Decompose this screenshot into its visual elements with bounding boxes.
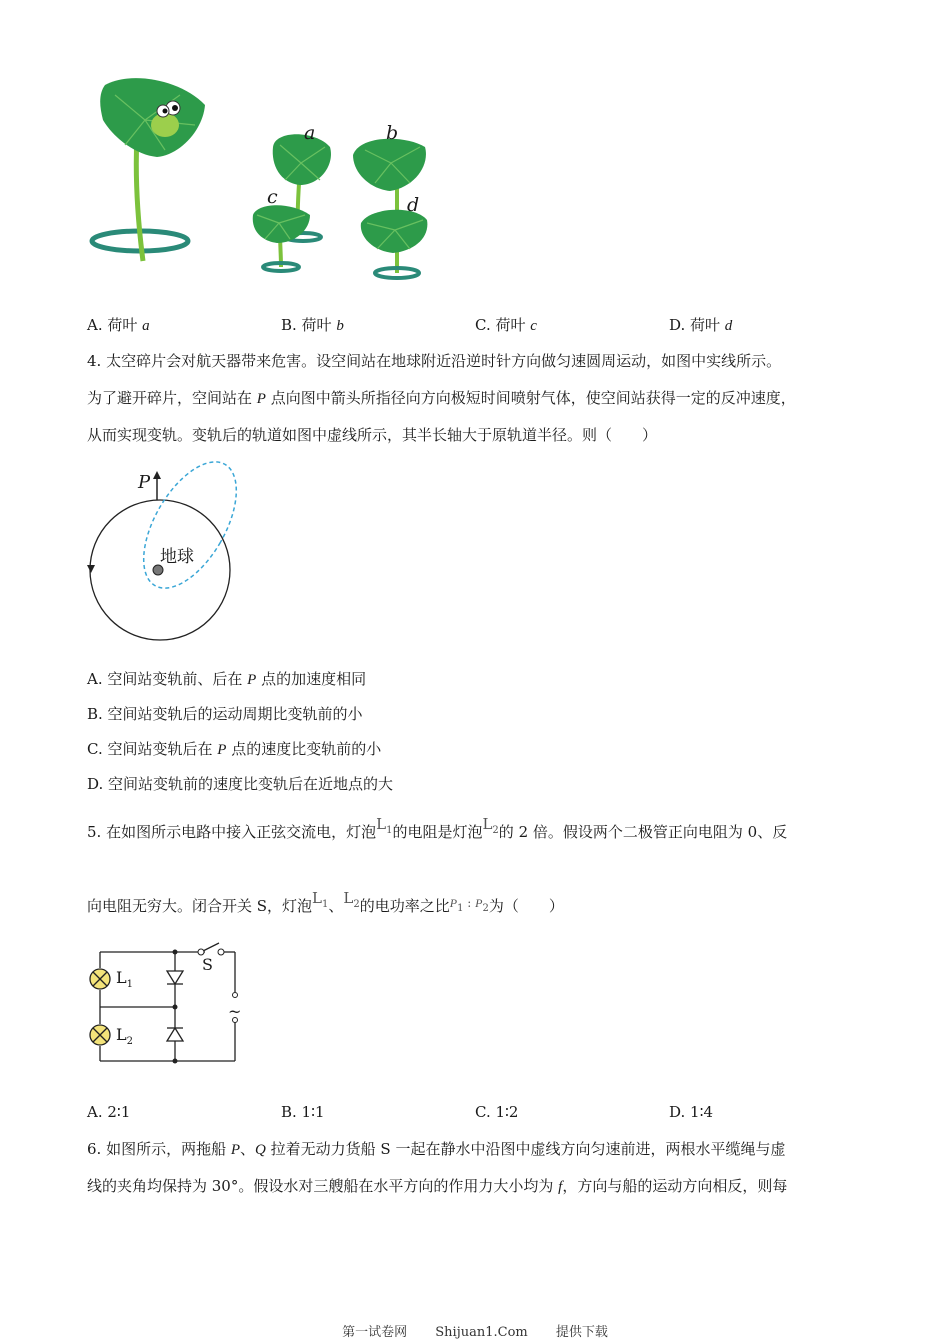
page-footer [0,1325,950,1341]
orbit-label-earth: 地球 [160,547,194,567]
circuit-label-l1: $L_1$ [116,968,133,990]
q4-option-a[interactable]: A. 空间站变轨前、后在 P 点的加速度相同 [87,670,367,688]
orbit-direction-arrow [87,565,95,573]
leaf-label-d: d [407,194,420,216]
q3-option-b[interactable]: B. 荷叶 b [281,316,344,334]
lotus-figure [85,75,435,285]
circuit-label-ac: ~ [228,1002,242,1021]
q4-option-d[interactable]: D. 空间站变轨前的速度比变轨后在近地点的大 [87,775,394,793]
lamp-l2 [90,1025,110,1045]
lamp-l1 [90,969,110,989]
q4-option-c[interactable]: C. 空间站变轨后在 P 点的速度比变轨前的小 [87,740,382,758]
footer-site[interactable]: Shijuan1.Com [435,1325,528,1340]
diode-lower [167,1028,183,1041]
q5-stem-line-2: 向电阻无穷大。闭合开关 S，灯泡$L_1$、$L_2$的电功率之比$^{P_1 : P_2}$为（ ） [87,889,564,915]
leaf-label-a: a [304,122,316,144]
q6-stem-line-1: 6. 如图所示，两拖船 P、Q 拉着无动力货船 S 一起在静水中沿图中虚线方向匀速前进，两根水平缆绳与虚 [87,1140,786,1158]
q5-stem-line-1: 5. 在如图所示电路中接入正弦交流电，灯泡$L_1$的电阻是灯泡$L_2$的 2 倍。假设两个二极管正向电阻为 0、反 [87,815,788,841]
q5-option-c[interactable]: C. 1∶2 [475,1103,519,1121]
q5-option-d[interactable]: D. 1∶4 [669,1103,714,1121]
footer-right: 提供下载 [555,1325,608,1340]
q4-stem-line-1: 4. 太空碎片会对航天器带来危害。设空间站在地球附近沿逆时针方向做匀速圆周运动，如图中实线所示。 [87,352,782,370]
q6-stem-line-2: 线的夹角均保持为 30°。假设水对三艘船在水平方向的作用力大小均为 f，方向与船的运动方向相反，则每 [87,1177,788,1195]
diode-upper [167,971,183,984]
q4-stem-line-3: 从而实现变轨。变轨后的轨道如图中虚线所示，其半长轴大于原轨道半径。则（ ） [87,426,658,444]
ac-terminal-top [233,993,238,998]
q3-option-d[interactable]: D. 荷叶 d [669,316,733,334]
circuit-figure [85,940,245,1070]
switch-terminal-right [218,949,224,955]
leaf-label-c: c [267,186,278,208]
q5-option-b[interactable]: B. 1∶1 [281,1103,325,1121]
q5-option-a[interactable]: A. 2∶1 [87,1103,131,1121]
q3-option-c[interactable]: C. 荷叶 c [475,316,537,334]
orbit-label-p: P [138,472,151,493]
lotus-leaf-c [253,205,310,271]
leaf-label-b: b [386,122,399,144]
circuit-label-s: S [202,955,213,974]
q3-option-a[interactable]: A. 荷叶 a [87,316,150,334]
footer-left: 第一试卷网 [342,1325,408,1340]
q4-stem-line-2: 为了避开碎片，空间站在 P 点向图中箭头所指径向方向极短时间喷射气体，使空间站获得一定的反冲速度， [87,389,796,407]
lotus-leaf-with-frog [92,78,205,261]
q4-option-b[interactable]: B. 空间站变轨后的运动周期比变轨前的小 [87,705,363,723]
circuit-label-l2: $L_2$ [116,1025,133,1047]
lotus-leaf-d [361,210,428,278]
